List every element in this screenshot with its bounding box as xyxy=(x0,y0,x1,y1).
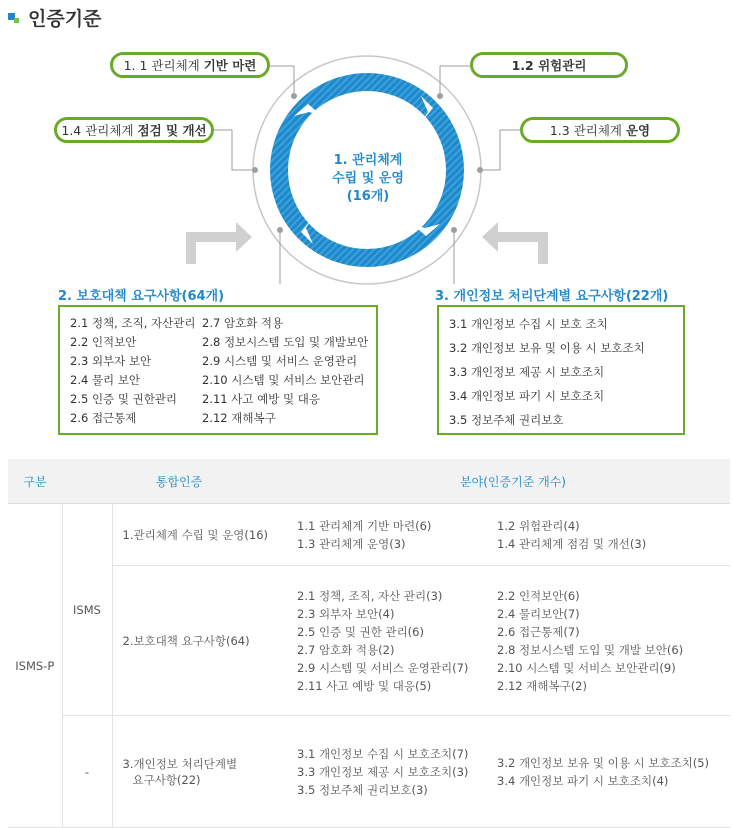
certification-table xyxy=(8,459,730,828)
section-2-item: 2.11 사고 예방 및 대응 xyxy=(202,392,320,406)
center-line-2: 수립 및 운영 xyxy=(332,171,404,186)
center-line-3: (16개) xyxy=(346,189,390,204)
field-item: 2.12 재해복구(2) xyxy=(497,678,587,693)
field-item: 1.3 관리체계 운영(3) xyxy=(297,536,406,551)
field-item: 2.10 시스템 및 서비스 보안관리(9) xyxy=(497,660,676,675)
section-3-item: 3.1 개인정보 수집 시 보호 조치 xyxy=(449,317,608,331)
connector-1-4 xyxy=(214,130,255,170)
connector-1-3 xyxy=(480,130,520,170)
cell-field-col1 xyxy=(296,504,496,566)
section-3-box xyxy=(437,305,685,435)
section-3-item: 3.5 정보주체 권리보호 xyxy=(449,413,564,427)
dot-1-2 xyxy=(437,93,443,99)
field-item: 2.11 사고 예방 및 대응(5) xyxy=(297,678,432,693)
field-item: 3.3 개인정보 제공 시 보호조치(3) xyxy=(297,764,469,779)
section-2-item: 2.9 시스템 및 서비스 운영관리 xyxy=(202,354,358,368)
section-2-item: 2.5 인증 및 권한관리 xyxy=(70,392,178,406)
section-2-item: 2.7 암호화 적용 xyxy=(202,316,284,330)
field-item: 2.7 암호화 적용(2) xyxy=(297,642,395,657)
table-row xyxy=(8,504,730,566)
cell-field-col2 xyxy=(496,504,730,566)
cell-main-line-2: 요구사항(22) xyxy=(132,772,201,787)
field-item: 2.5 인증 및 권한 관리(6) xyxy=(297,624,424,639)
section-3-item: 3.4 개인정보 파기 시 보호조치 xyxy=(449,389,605,403)
cell-field-col2 xyxy=(496,716,730,828)
page-title-text: 인증기준 xyxy=(28,7,102,30)
dot-1-3 xyxy=(477,167,483,173)
field-item: 2.9 시스템 및 서비스 운영관리(7) xyxy=(297,660,469,675)
pill-1-1-bold: 기반 마련 xyxy=(203,58,257,73)
pill-1-3-prefix: 1.3 관리체계 xyxy=(549,123,626,138)
pill-1-3-bold: 운영 xyxy=(625,123,651,138)
field-item: 2.3 외부자 보안(4) xyxy=(297,606,395,621)
dot-section-3 xyxy=(451,227,457,233)
cell-field-col1 xyxy=(296,716,496,828)
section-3-item: 3.3 개인정보 제공 시 보호조치 xyxy=(449,365,605,379)
field-item: 3.2 개인정보 보유 및 이용 시 보호조치(5) xyxy=(497,755,710,770)
pill-1-1-prefix: 1. 1 관리체계 xyxy=(123,58,204,73)
header-integrated: 통합인증 xyxy=(62,459,296,504)
cell-dash: - xyxy=(62,716,112,828)
pill-1-1 xyxy=(110,52,270,78)
dot-1-4 xyxy=(252,167,258,173)
field-item: 1.2 위험관리(4) xyxy=(497,518,580,533)
connector-1-2 xyxy=(440,66,470,96)
section-2-item: 2.12 재해복구 xyxy=(202,411,276,425)
table-header-row xyxy=(8,459,730,504)
connector-1-1 xyxy=(270,66,294,96)
cell-main: 2.보호대책 요구사항(64) xyxy=(112,566,296,716)
table-row xyxy=(8,566,730,716)
table-row xyxy=(8,716,730,828)
section-2-item: 2.1 정책, 조직, 자산관리 xyxy=(70,316,196,330)
dot-1-1 xyxy=(291,93,297,99)
field-item: 2.4 물리보안(7) xyxy=(497,606,580,621)
header-field: 분야(인증기준 개수) xyxy=(296,459,730,504)
field-item: 2.2 인적보안(6) xyxy=(497,588,580,603)
cell-main: 1.관리체계 수립 및 운영(16) xyxy=(112,504,296,566)
cell-isms: ISMS xyxy=(62,504,112,716)
section-2-item: 2.4 물리 보안 xyxy=(70,373,141,387)
center-label xyxy=(296,152,440,206)
field-item: 1.4 관리체계 점검 및 개선(3) xyxy=(497,536,647,551)
field-item: 2.1 정책, 조직, 자산 관리(3) xyxy=(297,588,443,603)
field-item: 3.5 정보주체 권리보호(3) xyxy=(297,782,428,797)
center-line-1: 1. 관리체계 xyxy=(333,153,403,168)
cell-field-col2 xyxy=(496,566,730,716)
pill-1-4-bold: 점검 및 개선 xyxy=(137,123,207,138)
bent-arrow-right xyxy=(482,222,548,264)
section-3-title: 3. 개인정보 처리단계별 요구사항(22개) xyxy=(435,289,669,304)
pill-1-4-prefix: 1.4 관리체계 xyxy=(61,123,138,138)
header-gubun: 구분 xyxy=(8,459,62,504)
pill-1-4 xyxy=(54,117,214,143)
field-item: 3.4 개인정보 파기 시 보호조치(4) xyxy=(497,773,669,788)
field-item: 3.1 개인정보 수집 시 보호조치(7) xyxy=(297,746,469,761)
field-item: 2.8 정보시스템 도입 및 개발 보안(6) xyxy=(497,642,684,657)
field-item: 2.6 접근통제(7) xyxy=(497,624,580,639)
cell-ismsp: ISMS-P xyxy=(8,504,62,828)
pill-1-2-bold: 1.2 위험관리 xyxy=(511,58,587,73)
dot-section-2 xyxy=(277,227,283,233)
pill-1-3 xyxy=(520,117,680,143)
pill-1-2 xyxy=(470,52,628,78)
cell-field-col1 xyxy=(296,566,496,716)
section-2-title: 2. 보호대책 요구사항(64개) xyxy=(58,289,225,304)
section-2-item: 2.10 시스템 및 서비스 보안관리 xyxy=(202,373,365,387)
field-item: 1.1 관리체계 기반 마련(6) xyxy=(297,518,432,533)
section-2-item: 2.8 정보시스템 도입 및 개발보안 xyxy=(202,335,369,349)
bent-arrow-left xyxy=(186,222,252,264)
section-2-item: 2.3 외부자 보안 xyxy=(70,354,152,368)
section-2-box xyxy=(58,305,378,435)
cell-main-line-1: 3.개인정보 처리단계별 xyxy=(122,756,238,771)
cell-main xyxy=(112,716,296,828)
section-2-item: 2.2 인적보안 xyxy=(70,335,137,349)
section-2-item: 2.6 접근통제 xyxy=(70,411,137,425)
section-3-item: 3.2 개인정보 보유 및 이용 시 보호조치 xyxy=(449,341,645,355)
